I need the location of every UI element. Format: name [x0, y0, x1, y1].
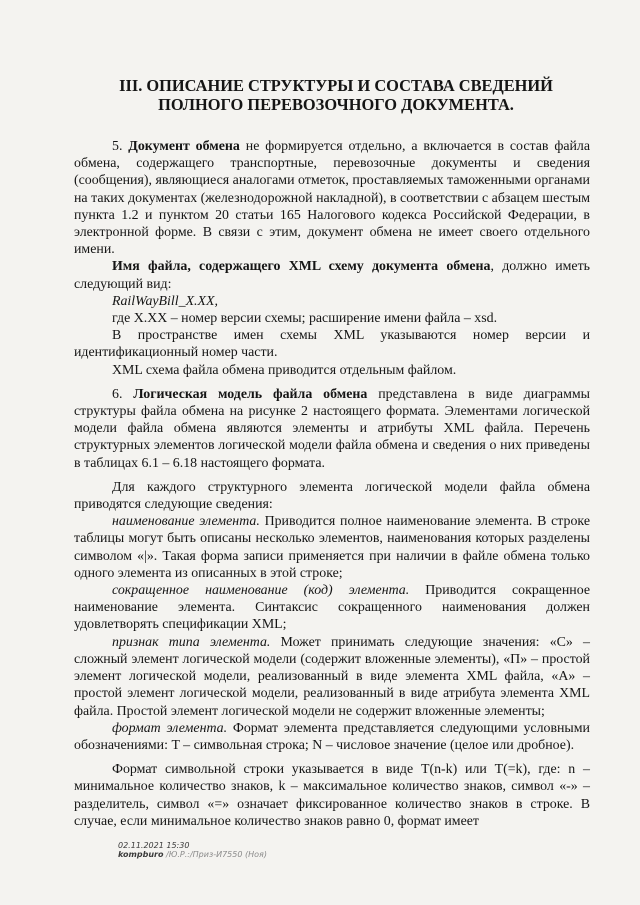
paragraph-version-note: где X.XX – номер версии схемы; расширение имени файла – xsd.	[112, 311, 498, 327]
paragraph-element-name: наименование элемента. Приводится полное наименование элемента. В строке таблицы могут быть описаны несколько элементов, наименования которых разделены символом «|». Такая форма записи применяется при наличии в файле обмена только одного элемента из описанных в этой строке;	[74, 514, 590, 581]
section-heading	[74, 76, 590, 114]
paragraph-element-info: Для каждого структурного элемента логической модели файла обмена приводятся следующие сведения:	[74, 479, 590, 513]
paragraph-5: 5. Документ обмена не формируется отдельно, а включается в состав файла обмена, содержащего транспортные, перевозочные документы и сведения (сообщения), являющиеся аналогами отметок, проставляемых таможенными органами на таких документах (железнодорожной накладной), в соответствии с абзацем шестым пункта 1.2 и пунктом 20 статьи 165 Налогового кодекса Российской Федерации, в электронной форме. В связи с этим, документ обмена не имеет своего отдельного имени.	[74, 139, 591, 258]
footer-file: kompburo /Ю.Р.:/Приз-И7550 (Ноя)	[118, 850, 267, 859]
paragraph-namespace: В пространстве имен схемы XML указываются номер версии и идентификационный номер части.	[74, 328, 590, 361]
paragraph-file-pattern: RailWayBill_X.XX,	[112, 293, 218, 309]
heading-line-2: ПОЛНОГО ПЕРЕВОЗОЧНОГО ДОКУМЕНТА.	[158, 95, 514, 114]
paragraph-6: 6. Логическая модель файла обмена представлена в виде диаграммы структуры файла обмена на рисунке 2 настоящего формата. Элементами логической модели файла обмена являются элементы и атрибуты XML файла. Перечень структурных элементов логической модели файла обмена и сведения о них приведены в таблицах 6.1 – 6.18 настоящего формата.	[74, 386, 591, 471]
heading-line-1: III. ОПИСАНИЕ СТРУКТУРЫ И СОСТАВА СВЕДЕНИЙ	[119, 76, 553, 95]
footer-date: 02.11.2021 15:30	[118, 841, 190, 850]
paragraph-file-name: Имя файла, содержащего XML схему документа обмена, должно иметь следующий вид:	[74, 259, 590, 292]
bold-term: Имя файла, содержащего XML схему документа обмена	[112, 259, 491, 275]
print-footer	[118, 841, 267, 859]
bold-term: Логическая модель файла обмена	[133, 386, 368, 402]
paragraph-schema-file: XML схема файла обмена приводится отдельным файлом.	[112, 362, 457, 378]
bold-term: Документ обмена	[128, 139, 240, 154]
paragraph-element-format: формат элемента. Формат элемента представляется следующими условными обозначениями: T – символьная строка; N – числовое значение (целое или дробное).	[74, 720, 590, 753]
paragraph-string-format: Формат символьной строки указывается в виде T(n-k) или T(=k), где: n – минимальное количество знаков, k – максимальное количество знаков, символ «-» – разделитель, символ «=» означает фиксированное количество знаков в строке. В случае, если минимальное количество знаков равно 0, формат имеет	[74, 762, 590, 829]
paragraph-element-type: признак типа элемента. Может принимать следующие значения: «С» – сложный элемент логической модели (содержит вложенные элементы), «П» – простой элемент логической модели, реализованный в виде элемента XML файла, «А» – простой элемент логической модели, реализованный в виде атрибута элемента XML файла. Простой элемент логической модели не содержит вложенные элементы;	[74, 634, 590, 719]
paragraph-element-code: сокращенное наименование (код) элемента. Приводится сокращенное наименование элемента. Синтаксис сокращенного наименования должен удовлетворять спецификации XML;	[74, 583, 590, 633]
